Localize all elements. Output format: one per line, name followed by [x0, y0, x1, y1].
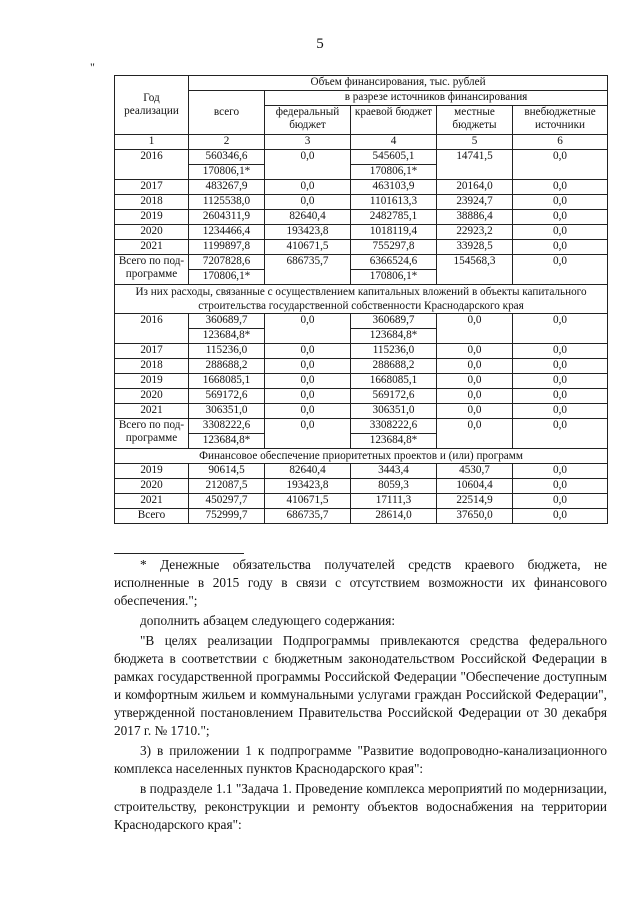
extrabudget-cell: 0,0 — [513, 494, 608, 509]
year-cell: 2018 — [115, 195, 189, 210]
table-row — [115, 314, 608, 329]
extrabudget-cell: 0,0 — [513, 210, 608, 225]
col-number: 1 — [115, 135, 189, 150]
table-row — [115, 389, 608, 404]
subtotal-row — [115, 255, 608, 270]
table-row — [115, 479, 608, 494]
extrabudget-cell: 0,0 — [513, 150, 608, 180]
federal-cell: 0,0 — [265, 195, 351, 210]
extrabudget-cell: 0,0 — [513, 389, 608, 404]
extrabudget-cell: 0,0 — [513, 240, 608, 255]
priority-projects-section-title: Финансовое обеспечение приоритетных проектов и (или) программ — [115, 449, 608, 464]
federal-cell: 82640,4 — [265, 210, 351, 225]
total-cell: 560346,6 — [189, 150, 265, 165]
col-number: 2 — [189, 135, 265, 150]
regional-cell: 115236,0 — [351, 344, 437, 359]
page-number: 5 — [316, 36, 324, 52]
extrabudget-header: внебюджетные источники — [513, 106, 608, 135]
local-cell: 20164,0 — [437, 180, 513, 195]
total-cell: 1125538,0 — [189, 195, 265, 210]
regional-cell: 463103,9 — [351, 180, 437, 195]
regional-extra-cell: 170806,1* — [351, 165, 437, 180]
extrabudget-cell: 0,0 — [513, 359, 608, 374]
total-extra-cell: 123684,8* — [189, 434, 265, 449]
total-row — [115, 509, 608, 524]
section-title-row — [115, 285, 608, 314]
year-cell: 2020 — [115, 389, 189, 404]
extrabudget-cell: 0,0 — [513, 404, 608, 419]
col-number: 6 — [513, 135, 608, 150]
table-row — [115, 210, 608, 225]
regional-cell: 6366524,6 — [351, 255, 437, 270]
local-cell: 0,0 — [437, 344, 513, 359]
total-cell: 1199897,8 — [189, 240, 265, 255]
federal-header: федеральный бюджет — [265, 106, 351, 135]
regional-extra-cell: 123684,8* — [351, 434, 437, 449]
year-cell: 2016 — [115, 314, 189, 344]
extrabudget-cell: 0,0 — [513, 464, 608, 479]
section-title-row — [115, 449, 608, 464]
total-header: всего — [189, 91, 265, 135]
local-cell: 23924,7 — [437, 195, 513, 210]
regional-cell: 1668085,1 — [351, 374, 437, 389]
year-cell: 2019 — [115, 374, 189, 389]
paragraph: 3) в приложении 1 к подпрограмме "Развитие водопроводно-канализационного комплекса населенных пунктов Краснодарского края": — [114, 743, 607, 776]
local-cell: 0,0 — [437, 389, 513, 404]
extrabudget-cell: 0,0 — [513, 374, 608, 389]
paragraph: в подразделе 1.1 "Задача 1. Проведение комплекса мероприятий по модернизации, строительству, реконструкции и ремонту объектов водоснабжения на территории Краснодарского края": — [114, 781, 607, 832]
regional-header: краевой бюджет — [351, 106, 437, 135]
federal-cell: 0,0 — [265, 150, 351, 180]
table-row — [115, 180, 608, 195]
total-cell: 115236,0 — [189, 344, 265, 359]
extrabudget-cell: 0,0 — [513, 509, 608, 524]
table-row — [115, 359, 608, 374]
federal-cell: 82640,4 — [265, 464, 351, 479]
local-cell: 0,0 — [437, 359, 513, 374]
extrabudget-cell: 0,0 — [513, 255, 608, 285]
year-cell: 2021 — [115, 240, 189, 255]
local-cell: 22923,2 — [437, 225, 513, 240]
local-cell: 0,0 — [437, 419, 513, 449]
regional-cell: 17111,3 — [351, 494, 437, 509]
year-cell: 2017 — [115, 344, 189, 359]
paragraph: дополнить абзацем следующего содержания: — [140, 613, 396, 628]
year-cell: Всего — [115, 509, 189, 524]
federal-cell: 0,0 — [265, 359, 351, 374]
total-cell: 1668085,1 — [189, 374, 265, 389]
local-cell: 0,0 — [437, 404, 513, 419]
federal-cell: 0,0 — [265, 389, 351, 404]
regional-cell: 306351,0 — [351, 404, 437, 419]
local-cell: 0,0 — [437, 314, 513, 344]
year-cell: 2021 — [115, 494, 189, 509]
year-header: Год реализации — [115, 76, 189, 135]
regional-cell: 288688,2 — [351, 359, 437, 374]
table-row — [115, 404, 608, 419]
total-cell: 752999,7 — [189, 509, 265, 524]
extrabudget-cell: 0,0 — [513, 195, 608, 210]
extrabudget-cell: 0,0 — [513, 314, 608, 344]
table-row — [115, 195, 608, 210]
total-extra-cell: 170806,1* — [189, 270, 265, 285]
regional-cell: 28614,0 — [351, 509, 437, 524]
local-cell: 0,0 — [437, 374, 513, 389]
federal-cell: 0,0 — [265, 419, 351, 449]
capital-investment-section-title: Из них расходы, связанные с осуществлением капитальных вложений в объекты капитального строительства государственной собственности Краснодарского края — [115, 285, 608, 314]
regional-cell: 545605,1 — [351, 150, 437, 165]
total-cell: 1234466,4 — [189, 225, 265, 240]
total-cell: 212087,5 — [189, 479, 265, 494]
total-cell: 3308222,6 — [189, 419, 265, 434]
total-cell: 360689,7 — [189, 314, 265, 329]
year-cell: 2016 — [115, 150, 189, 180]
local-cell: 154568,3 — [437, 255, 513, 285]
regional-cell: 360689,7 — [351, 314, 437, 329]
federal-cell: 193423,8 — [265, 225, 351, 240]
total-cell: 2604311,9 — [189, 210, 265, 225]
table-row — [115, 464, 608, 479]
table-row — [115, 374, 608, 389]
year-cell: 2018 — [115, 359, 189, 374]
regional-cell: 1101613,3 — [351, 195, 437, 210]
local-cell: 10604,4 — [437, 479, 513, 494]
local-cell: 38886,4 — [437, 210, 513, 225]
col-number: 4 — [351, 135, 437, 150]
financing-table — [114, 75, 608, 524]
opening-quote-mark: " — [90, 60, 95, 74]
federal-cell: 410671,5 — [265, 494, 351, 509]
year-cell: 2021 — [115, 404, 189, 419]
year-cell: 2019 — [115, 210, 189, 225]
federal-cell: 0,0 — [265, 374, 351, 389]
extrabudget-cell: 0,0 — [513, 225, 608, 240]
total-cell: 288688,2 — [189, 359, 265, 374]
extrabudget-cell: 0,0 — [513, 419, 608, 449]
table-row — [115, 150, 608, 165]
regional-cell: 569172,6 — [351, 389, 437, 404]
total-cell: 483267,9 — [189, 180, 265, 195]
local-header: местные бюджеты — [437, 106, 513, 135]
subtotal-label: Всего по под-программе — [115, 419, 189, 449]
federal-cell: 0,0 — [265, 314, 351, 344]
year-cell: 2020 — [115, 225, 189, 240]
regional-extra-cell: 123684,8* — [351, 329, 437, 344]
regional-cell: 3443,4 — [351, 464, 437, 479]
federal-cell: 686735,7 — [265, 509, 351, 524]
total-cell: 306351,0 — [189, 404, 265, 419]
extrabudget-cell: 0,0 — [513, 180, 608, 195]
regional-cell: 8059,3 — [351, 479, 437, 494]
extrabudget-cell: 0,0 — [513, 479, 608, 494]
federal-cell: 0,0 — [265, 180, 351, 195]
year-cell: 2017 — [115, 180, 189, 195]
col-number: 5 — [437, 135, 513, 150]
total-cell: 450297,7 — [189, 494, 265, 509]
by-source-header: в разрезе источников финансирования — [265, 91, 608, 106]
total-extra-cell: 123684,8* — [189, 329, 265, 344]
body-text — [114, 556, 607, 834]
total-cell: 569172,6 — [189, 389, 265, 404]
local-cell: 22514,9 — [437, 494, 513, 509]
total-extra-cell: 170806,1* — [189, 165, 265, 180]
financing-header: Объем финансирования, тыс. рублей — [189, 76, 608, 91]
federal-cell: 410671,5 — [265, 240, 351, 255]
regional-cell: 2482785,1 — [351, 210, 437, 225]
regional-extra-cell: 170806,1* — [351, 270, 437, 285]
regional-cell: 1018119,4 — [351, 225, 437, 240]
total-cell: 7207828,6 — [189, 255, 265, 270]
col-number: 3 — [265, 135, 351, 150]
footnote-divider — [114, 553, 244, 554]
federal-cell: 0,0 — [265, 344, 351, 359]
total-cell: 90614,5 — [189, 464, 265, 479]
regional-cell: 755297,8 — [351, 240, 437, 255]
federal-cell: 0,0 — [265, 404, 351, 419]
subtotal-label: Всего по под-программе — [115, 255, 189, 285]
local-cell: 4530,7 — [437, 464, 513, 479]
footnote: * Денежные обязательства получателей средств краевого бюджета, не исполненные в 2015 году в связи с отсутствием возможности их финансового обеспечения."; — [114, 557, 607, 608]
column-numbers-row — [115, 135, 608, 150]
federal-cell: 193423,8 — [265, 479, 351, 494]
table-row — [115, 240, 608, 255]
year-cell: 2020 — [115, 479, 189, 494]
federal-cell: 686735,7 — [265, 255, 351, 285]
table-row — [115, 344, 608, 359]
table-row — [115, 494, 608, 509]
regional-cell: 3308222,6 — [351, 419, 437, 434]
paragraph: "В целях реализации Подпрограммы привлекаются средства федерального бюджета в соответствии с бюджетным законодательством Российской Федерации в рамках государственной программы Российской Федерации "Обеспечение доступным и комфортным жильем и коммунальными услугами граждан Российской Федерации", утвержденной постановлением Правительства Российской Федерации от 30 декабря 2017 г. № 1710."; — [114, 633, 607, 738]
year-cell: 2019 — [115, 464, 189, 479]
local-cell: 37650,0 — [437, 509, 513, 524]
subtotal-row — [115, 419, 608, 434]
local-cell: 14741,5 — [437, 150, 513, 180]
extrabudget-cell: 0,0 — [513, 344, 608, 359]
table-row — [115, 225, 608, 240]
local-cell: 33928,5 — [437, 240, 513, 255]
